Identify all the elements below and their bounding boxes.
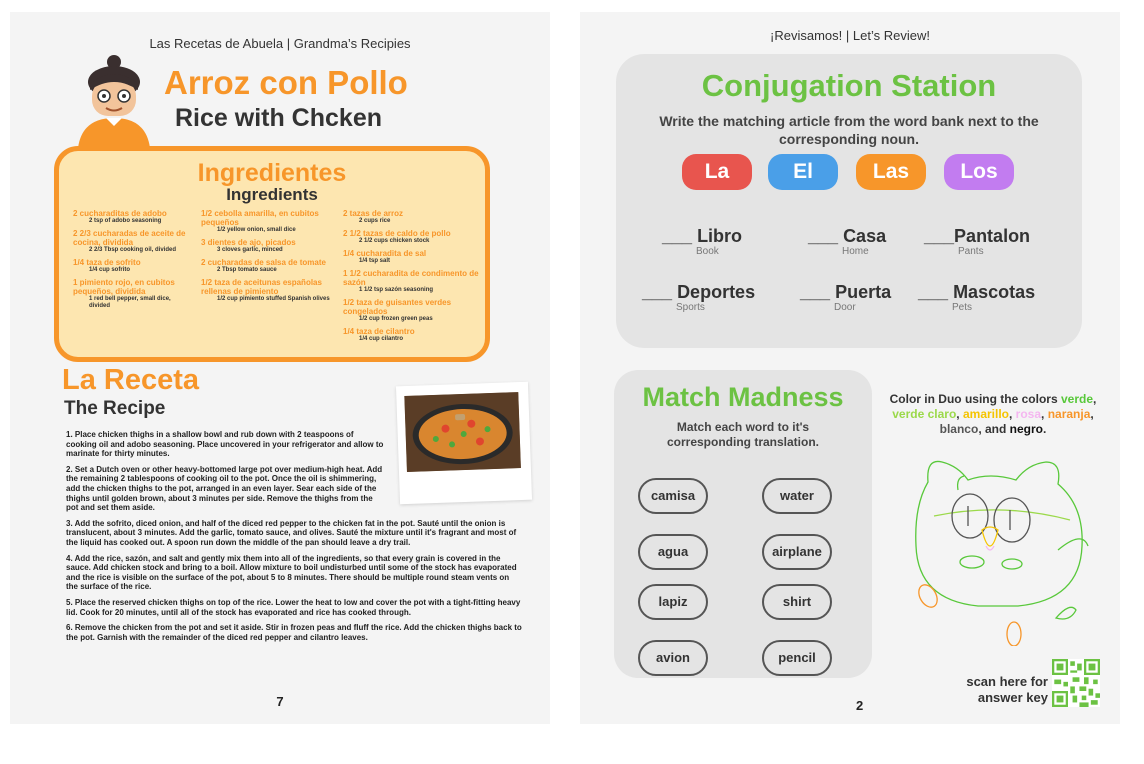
duo-owl-outline [898,450,1108,646]
noun-es: Casa [843,226,887,246]
ingredient-en: 3 cloves garlic, minced [217,247,283,253]
recipe-section-title-en: The Recipe [64,398,166,419]
coloring-intro: Color in Duo using the colors [889,392,1061,406]
ingredient-item [343,269,479,294]
recipe-section-title-es: La Receta [62,364,200,396]
match-word-en[interactable]: shirt [762,584,832,620]
ingredient-en: 1/2 cup pimiento stuffed Spanish olives [217,296,330,302]
ingredient-item [343,209,479,225]
blank-line[interactable]: ___ [808,226,839,246]
coloring-instruction: Color in Duo using the colors verde, verde claro, amarillo, rosa, naranja, blanco, and negro. [889,392,1097,436]
blank-line[interactable]: ___ [642,282,673,302]
ingredient-en: 2 Tbsp tomato sauce [217,267,277,273]
ingredient-es: 2 cucharaditas de adobo [73,209,167,218]
ingredient-en: 1 1/2 tsp sazón seasoning [359,287,434,293]
match-word-en[interactable]: airplane [762,534,832,570]
blank-line[interactable]: ___ [662,226,693,246]
ingredient-es: 1/4 taza de sofrito [73,258,141,267]
color-word-blanco: blanco [939,422,979,436]
ingredient-en: 1/2 yellow onion, small dice [217,227,296,233]
noun-en: Pets [952,302,973,313]
match-madness-box [614,370,872,678]
color-word-rosa: rosa [1015,407,1042,421]
ingredient-es: 2 1/2 tazas de caldo de pollo [343,229,451,238]
review-page [580,12,1120,724]
match-word-es[interactable]: avion [638,640,708,676]
ingredients-column-2 [201,209,331,307]
ingredient-en: 1/2 cup frozen green peas [359,316,433,322]
ingredient-item [201,278,331,303]
match-word-en[interactable]: water [762,478,832,514]
noun-en: Door [834,302,856,313]
color-word-verde-claro: verde claro [892,407,957,421]
article-las: Las [856,154,926,190]
recipe-step: 4. Add the rice, sazón, and salt and gently mix them into all of the ingredients, so that every grain is covered in the sauce. Add chicken stock and bring to a boil. Allow mixture to boil undisturbed until some of the stock has evaporated and the rice is visible on the surface of the pot, about 5 to 8 minutes. There should be multiple round steam vents on the surface of the rice. [66,553,517,592]
recipe-steps [66,430,522,648]
ingredient-es: 1 1/2 cucharadita de condimento de sazón [343,269,479,287]
color-word-amarillo: amarillo [962,407,1009,421]
review-header: ¡Revisamos! | Let’s Review! [770,28,930,43]
ingredient-item [73,229,191,254]
ingredient-en: 2 cups rice [359,218,391,224]
book-header: Las Recetas de Abuela | Grandma’s Recipies [149,36,411,51]
ingredient-item [73,258,191,274]
ingredients-box [54,146,490,362]
page-number: 2 [856,698,864,713]
blank-line[interactable]: ___ [918,282,949,302]
page-number: 7 [276,694,284,709]
ingredients-title-es: Ingredientes [197,159,347,187]
recipe-title-es: Arroz con Pollo [164,64,408,101]
noun-es: Puerta [835,282,892,302]
recipe-step: 6. Remove the chicken from the pot and set it aside. Stir in frozen peas and fluff the rice. Add the chicken thighs back to the pot. Garnish with the remainder of the diced red pepper and cilantro leaves. [66,623,522,642]
ingredient-item [343,298,479,323]
recipe-step: 5. Place the reserved chicken thighs on top of the rice. Lower the heat to low and cover the pot with a tight-fitting heavy lid. Cook for 20 minutes, until all of the stock has evaporated and rice has cooked through. [66,597,521,617]
article-los: Los [944,154,1014,190]
grandma-illustration [72,52,156,148]
noun-mascotas [918,282,1058,313]
ingredients-column-1 [73,209,191,314]
recipe-step: 2. Set a Dutch oven or other heavy-bottomed large pot over medium-high heat. Add the remaining 2 tablespoons of cooking oil to the pot. Once the oil is shimmering, add the chicken thighs to the pot, arranged in an even layer. Sear each side of the thighs until golden brown, about 3 minutes per side. Remove the thighs from the pot and set them aside. [66,464,383,513]
match-word-en[interactable]: pencil [762,640,832,676]
noun-libro [662,226,802,257]
recipe-title-en: Rice with Chcken [175,104,382,132]
color-word-negro: negro [1009,422,1044,436]
ingredients-column-3 [343,209,479,347]
coloring-and: and [984,422,1007,436]
conjugation-instruction: Write the matching article from the word bank next to the corresponding noun. [659,113,1039,147]
noun-es: Libro [697,226,743,246]
ingredients-title-en: Ingredients [226,185,318,204]
match-title: Match Madness [642,382,844,412]
noun-en: Home [842,246,869,257]
color-word-naranja: naranja [1047,407,1091,421]
conjugation-station-box [616,54,1082,348]
color-word-verde: verde [1060,392,1094,406]
match-word-es[interactable]: camisa [638,478,708,514]
ingredient-es: 1/2 taza de guisantes verdes congelados [343,298,452,316]
ingredient-es: 3 dientes de ajo, picados [201,238,296,247]
ingredient-es: 1 pimiento rojo, en cubitos pequeños, dividida [73,278,175,296]
recipe-step: 1. Place chicken thighs in a shallow bowl and rub down with 2 teaspoons of cooking oil and adobo seasoning. Place uncovered in your refrigerator and allow to marinate for thirty minutes. [66,430,384,459]
ingredient-es: 1/4 taza de cilantro [343,327,415,336]
match-word-es[interactable]: lapiz [638,584,708,620]
noun-es: Deportes [677,282,756,302]
ingredient-item [201,238,331,254]
ingredient-en: 2 1/2 cups chicken stock [359,238,430,244]
blank-line[interactable]: ___ [924,226,955,246]
article-el: El [768,154,838,190]
noun-en: Sports [676,302,705,313]
ingredient-item [343,229,479,245]
ingredient-en: 1/4 cup sofrito [89,267,131,273]
noun-en: Book [696,246,719,257]
noun-en: Pants [958,246,984,257]
ingredient-item [343,327,479,343]
ingredient-en: 2 tsp of adobo seasoning [89,218,162,224]
ingredient-item [201,258,331,274]
recipe-step: 3. Add the sofrito, diced onion, and half of the diced red pepper to the chicken fat in the pot. Sauté until the onion is translucent, about 3 minutes. Add the garlic, tomato sauce, and olives. Sauté the mixture until it's fragrant and most of the liquid has cooked out. A spoon run down the middle of the pan should leave a dry trail. [66,518,517,547]
noun-es: Mascotas [953,282,1036,302]
ingredient-en: 2 2/3 Tbsp cooking oil, divided [89,247,177,253]
answer-key-text: scan here for answer key [966,674,1048,705]
noun-pantalon [924,226,1064,257]
ingredient-es: 2 2/3 cucharadas de aceite de cocina, dividida [73,229,186,247]
qr-code-icon[interactable] [1052,659,1100,707]
noun-deportes [642,282,782,313]
match-instruction: Match each word to it's corresponding translation. [666,420,819,449]
noun-es: Pantalon [954,226,1031,246]
ingredient-item [73,278,191,310]
blank-line[interactable]: ___ [800,282,831,302]
ingredient-item [343,249,479,265]
ingredient-en: 1/4 cup cilantro [359,336,404,342]
ingredient-item [201,209,331,234]
ingredient-es: 2 cucharadas de salsa de tomate [201,258,326,267]
ingredient-es: 2 tazas de arroz [343,209,404,218]
match-word-es[interactable]: agua [638,534,708,570]
ingredient-en: 1 red bell pepper, small dice, divided [89,296,171,309]
ingredient-en: 1/4 tsp salt [359,258,391,264]
ingredient-item [73,209,191,225]
ingredient-es: 1/2 cebolla amarilla, en cubitos pequeños [201,209,319,227]
conjugation-title: Conjugation Station [701,68,997,103]
recipe-page [10,12,550,724]
article-la: La [682,154,752,190]
ingredient-es: 1/2 taza de aceitunas españolas rellenas de pimiento [201,278,322,296]
ingredient-es: 1/4 cucharadita de sal [343,249,427,258]
